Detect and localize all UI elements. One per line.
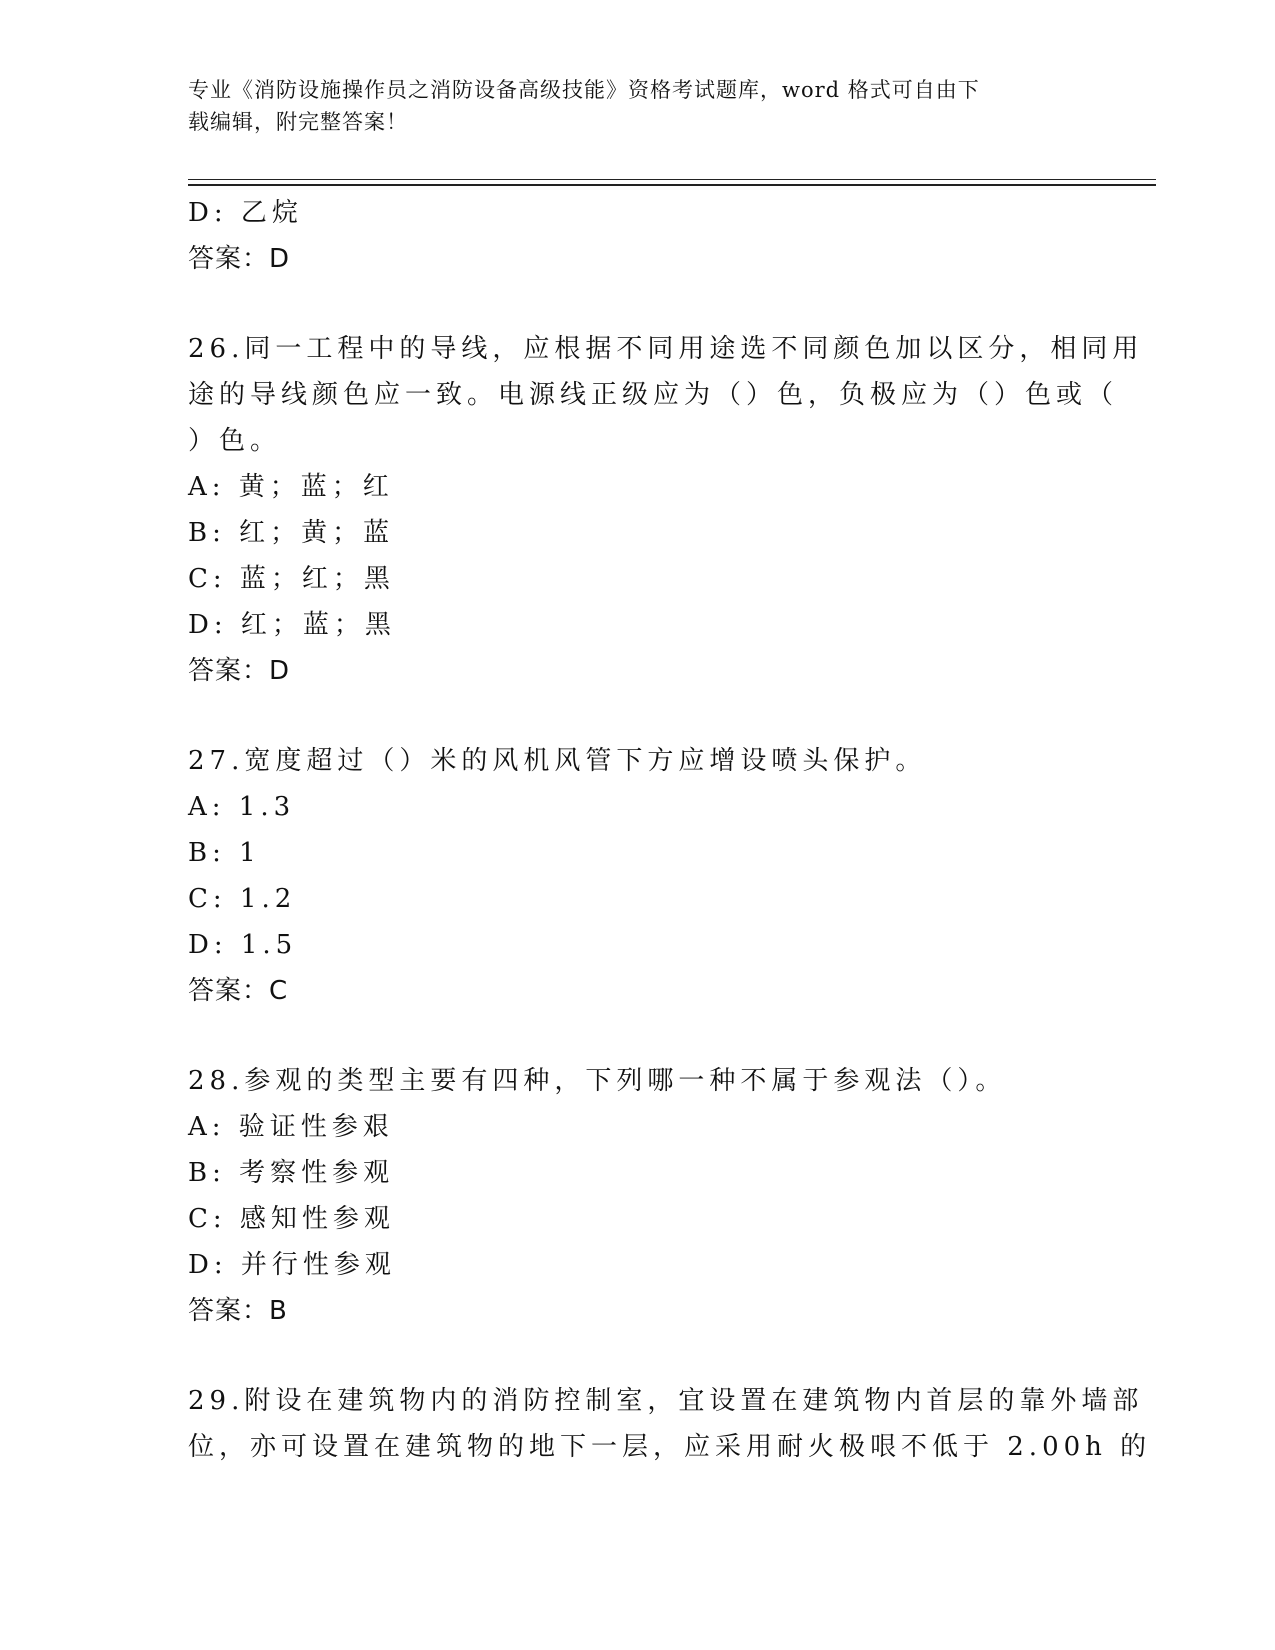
option-c: C: 蓝；红；黑 — [188, 564, 395, 594]
answer-line: 答案：C — [188, 976, 289, 1006]
option-b: B: 1 — [188, 838, 261, 868]
question-28 — [188, 1058, 1088, 1334]
option-c: C: 感知性参观 — [188, 1204, 395, 1234]
option-c: C: 1.2 — [188, 884, 297, 914]
document-header — [188, 74, 1068, 138]
header-divider-thin — [188, 179, 1156, 180]
question-list — [188, 190, 1152, 1470]
header-line-1: 专业《消防设施操作员之消防设备高级技能》资格考试题库，word 格式可自由下 — [188, 78, 980, 102]
header-divider-thick — [188, 184, 1156, 186]
question-text-line: 26.同一工程中的导线，应根据不同用途选不同颜色加以区分，相同用 — [188, 334, 1144, 364]
option-d: D: 1.5 — [188, 930, 298, 960]
question-text-line: 29.附设在建筑物内的消防控制室，宜设置在建筑物内首层的靠外墙部 — [188, 1386, 1144, 1416]
answer-line: 答案：D — [188, 244, 291, 274]
question-29 — [188, 1378, 1152, 1470]
option-d: D: 乙烷 — [188, 198, 303, 228]
option-a: A: 验证性参艰 — [188, 1112, 394, 1142]
option-d: D: 并行性参观 — [188, 1250, 396, 1280]
question-text-line: ）色。 — [188, 426, 282, 456]
question-26 — [188, 326, 1144, 694]
answer-line: 答案：D — [188, 656, 291, 686]
question-text-line: 27.宽度超过（）米的风机风管下方应增设喷头保护。 — [188, 746, 927, 776]
option-d: D: 红；蓝；黑 — [188, 610, 396, 640]
question-27 — [188, 738, 1088, 1014]
previous-question-tail — [188, 190, 1088, 282]
header-line-2: 载编辑，附完整答案！ — [188, 110, 408, 134]
option-b: B: 红；黄；蓝 — [188, 518, 395, 548]
question-text-line: 28.参观的类型主要有四种，下列哪一种不属于参观法（）。 — [188, 1066, 1007, 1096]
answer-line: 答案：B — [188, 1296, 288, 1326]
option-a: A: 1.3 — [188, 792, 296, 822]
option-a: A: 黄；蓝；红 — [188, 472, 394, 502]
question-text-line: 位，亦可设置在建筑物的地下一层，应采用耐火极哏不低于 2.00h 的 — [188, 1432, 1152, 1462]
option-b: B: 考察性参观 — [188, 1158, 395, 1188]
question-text-line: 途的导线颜色应一致。电源线正级应为（）色，负极应为（）色或（ — [188, 380, 1119, 410]
